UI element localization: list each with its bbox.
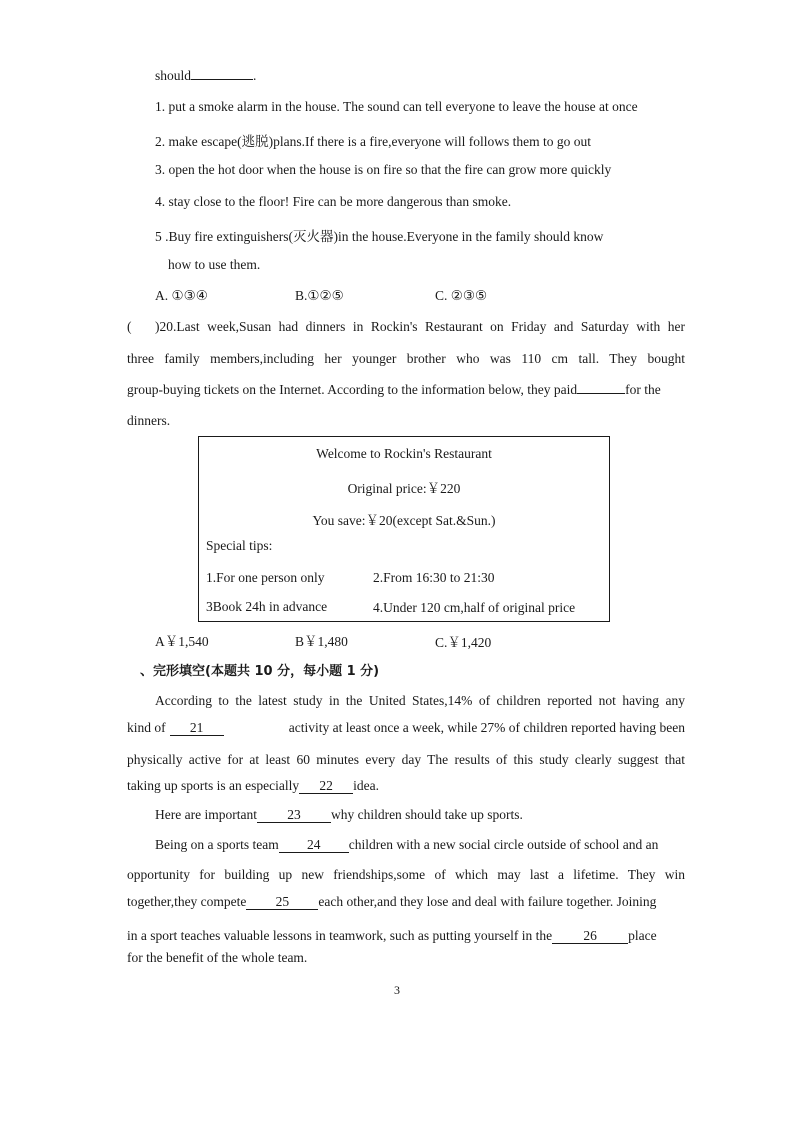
section-heading: 、完形填空(本题共 10 分，每小题 1 分) bbox=[140, 664, 380, 679]
q20-line-2: three family members,including her younger brother who was 110 cm tall. They bought bbox=[127, 351, 685, 366]
cloze-p3-line-1: Being on a sports team 24 children with a new social circle outside of school and an bbox=[155, 837, 659, 852]
q20-option-a: A￥1,540 bbox=[155, 634, 209, 649]
cloze-p3-line-4: in a sport teaches valuable lessons in teamwork, such as putting yourself in the 26 place bbox=[127, 928, 657, 943]
q20-line-1: )20.Last week,Susan had dinners in Rockin's Restaurant on Friday and Saturday with her bbox=[155, 319, 685, 334]
q20-option-c: C.￥1,420 bbox=[435, 635, 492, 650]
notice-price: Original price:￥220 bbox=[347, 481, 461, 496]
q19-stem-tail: should . bbox=[155, 68, 257, 83]
restaurant-notice-box bbox=[198, 436, 610, 622]
statement-5: 5 .Buy fire extinguishers(灭火器)in the house.Everyone in the family should know bbox=[155, 229, 604, 244]
statement-5-cont: how to use them. bbox=[168, 257, 261, 272]
cloze-blank-22: 22 bbox=[299, 779, 353, 794]
q20-line-4: dinners. bbox=[127, 413, 171, 428]
cloze-blank-24: 24 bbox=[279, 838, 349, 853]
q20-line-3: group-buying tickets on the Internet. According to the information below, they paid for the bbox=[127, 382, 661, 397]
notice-save: You save:￥20(except Sat.&Sun.) bbox=[312, 513, 496, 528]
statement-1: 1. put a smoke alarm in the house. The sound can tell everyone to leave the house at once bbox=[155, 99, 638, 114]
notice-tip-1: 1.For one person only bbox=[206, 570, 325, 585]
statement-4: 4. stay close to the floor! Fire can be more dangerous than smoke. bbox=[155, 194, 512, 209]
q19-option-b: B.①②⑤ bbox=[295, 288, 344, 303]
notice-tips-heading: Special tips: bbox=[206, 538, 273, 553]
cloze-p3-line-5: for the benefit of the whole team. bbox=[127, 950, 308, 965]
page-number: 3 bbox=[394, 983, 400, 997]
cloze-p1-line-2: kind of 21 activity at least once a week, while 27% of children reported having been bbox=[127, 720, 685, 735]
q19-option-c: C. ②③⑤ bbox=[435, 288, 488, 303]
cloze-p1-line-1: According to the latest study in the United States,14% of children reported not having any bbox=[155, 693, 685, 708]
notice-title: Welcome to Rockin's Restaurant bbox=[316, 446, 492, 461]
cloze-p1-line-3: physically active for at least 60 minutes every day The results of this study clearly suggest that bbox=[127, 752, 685, 767]
notice-tip-3: 3Book 24h in advance bbox=[206, 599, 328, 614]
cloze-blank-23: 23 bbox=[257, 808, 331, 823]
statement-2: 2. make escape(逃脱)plans.If there is a fire,everyone will follows them to go out bbox=[155, 134, 591, 149]
cloze-blank-25: 25 bbox=[246, 895, 318, 910]
answer-bracket: ( bbox=[127, 319, 132, 334]
notice-tip-4: 4.Under 120 cm,half of original price bbox=[373, 600, 576, 615]
cloze-blank-26: 26 bbox=[552, 929, 628, 944]
cloze-p1-line-4: taking up sports is an especially 22 idea. bbox=[127, 778, 379, 793]
notice-tip-2: 2.From 16:30 to 21:30 bbox=[373, 570, 495, 585]
answer-blank bbox=[191, 79, 253, 80]
cloze-p2: Here are important 23 why children should take up sports. bbox=[155, 807, 523, 822]
q19-option-a: A. ①③④ bbox=[155, 288, 208, 303]
q20-option-b: B￥1,480 bbox=[295, 634, 348, 649]
statement-3: 3. open the hot door when the house is on fire so that the fire can grow more quickly bbox=[155, 162, 612, 177]
cloze-blank-21: 21 bbox=[170, 721, 224, 736]
cloze-p3-line-2: opportunity for building up new friendships,some of which may last a lifetime. They win bbox=[127, 867, 685, 882]
answer-blank bbox=[577, 393, 625, 394]
cloze-p3-line-3: together,they compete 25 each other,and they lose and deal with failure together. Joining bbox=[127, 894, 657, 909]
